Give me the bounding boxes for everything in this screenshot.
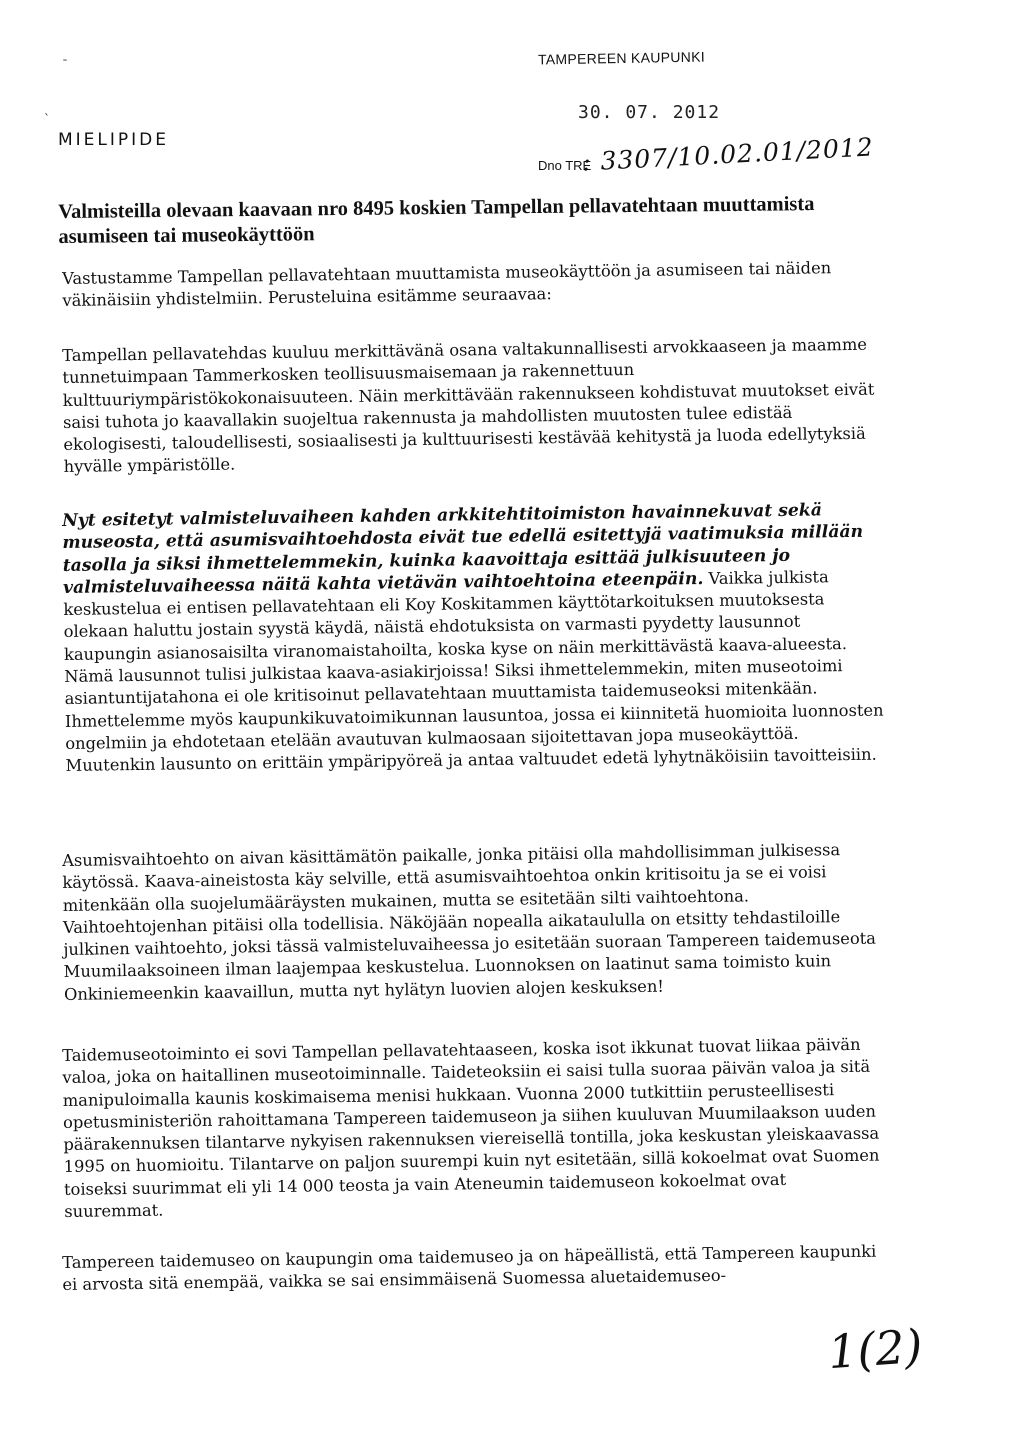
paragraph-3-rest: Vaikka julkista keskustelua ei entisen pellavatehtaan eli Koy Koskitammen käyttötarkoituksen muutoksesta olekaan haluttu jostain syystä käydä, näistä ehdotuksista on varmasti pyydetty lausunnot kaupungin asianosaisilta viranomaistahoilta, koska kyse on näin merkittävästä kaava-alueesta. Nämä lausunnot tulisi julkistaa kaava-asiakirjoissa! Siksi ihmettelemmekin, miten museotoimi asiantuntijatahona ei ole kritisoinut pellavatehtaan muuttamista taidemuseoksi mitenkään. Ihmettelemme myös kaupunkikuvatoimikunnan lausuntoa, jossa ei kiinnitetä huomioita luonnosten ongelmiin ja ehdotetaan etelään avautuvan kulmaosaan sijoitettavan jopa museokäyttöä. Muutenkin lausunto on erittäin ympäripyöreä ja antaa valtuudet edetä lyhytnäköisiin tavoitteisiin. xyxy=(63,567,884,776)
paragraph-4: Asumisvaihtoehto on aivan käsittämätön paikalle, jonka pitäisi olla mahdollisimman julkisessa käytössä. Kaava-aineistosta käy selville, että asumisvaihtoehtoa onkin kritisoitu ja se ei voisi mitenkään olla suojelumääräysten mukainen, mutta se esitetään silti vaihtoehtona. Vaihtoehtojenhan pitäisi olla todellisia. Näköjään nopealla aikataululla on etsitty tehdastiloille julkinen vaihtoehto, joksi tässä valmisteluvaiheessa jo esitetään suoraan Tampereen taidemuseota Muumilaaksoineen ilman laajempaa keskustelua. Luonnoksen on laatinut sama toimisto kuin Onkiniemeenkin kaavaillun, mutta nyt hylätyn luovien alojen keskuksen! xyxy=(62,840,877,1004)
scan-mark: ˉ xyxy=(62,58,68,72)
scan-mark: ` xyxy=(44,112,50,126)
dno-label: Dno TRE xyxy=(538,158,592,173)
paragraph-3 xyxy=(62,499,886,778)
paragraph-6: Tampereen taidemuseo on kaupungin oma taidemuseo ja on häpeällistä, että Tampereen kaupunki ei arvosta sitä enempää, vaikka se sai ensimmäisenä Suomessa aluetaidemuseo- xyxy=(62,1241,877,1295)
paragraph-2: Tampellan pellavatehdas kuuluu merkittävänä osana valtakunnallisesti arvokkaaseen ja maamme tunnetuimpaan Tammerkosken teollisuusmaisemaan ja rakennettuun kulttuuriympäristökokonaisuuteen. Näin merkittävään rakennukseen kohdistuvat muutokset eivät saisi tuhota jo kaavallakin suojeltua rakennusta ja mahdollisten muutosten tulee edistää ekologisesti, taloudellisesti, sosiaalisesti ja kulttuurisesti kestävää kehitystä ja luoda edellytyksiä hyvälle ympäristölle. xyxy=(62,334,875,477)
paragraph-3-emphasis: Nyt esitetyt valmisteluvaiheen kahden arkkitehtitoimiston havainnekuvat sekä museosta, että asumisvaihtoehdosta eivät tue edellä esitettyjä vaatimuksia millään tasolla ja siksi ihmettelemmekin, kuinka kaavoittaja esittää julkisuuteen jo valmisteluvaiheessa näitä kahta vietävän vaihtoehtoina eteenpäin. xyxy=(62,500,864,598)
document-label: MIELIPIDE xyxy=(58,130,170,150)
page-number: 1(2) xyxy=(826,1318,925,1380)
document-heading: Valmisteilla olevaan kaavaan nro 8495 koskien Tampellan pellavatehtaan muuttamista asumiseen tai museokäyttöön xyxy=(58,193,815,248)
paragraph-5: Taidemuseotoiminto ei sovi Tampellan pellavatehtaaseen, koska isot ikkunat tuovat liikaa päivän valoa, joka on haitallinen museotoiminnalle. Taideteoksiin ei saisi tulla suoraa päivän valoa ja sitä manipuloimalla kaunis koskimaisema menisi hukkaan. Vuonna 2000 tutkittiin perusteellisesti opetusministeriön rahoittamana Tampereen taidemuseon ja siihen kuuluvan Muumilaakson uuden päärakennuksen tilantarve nykyisen rakennuksen viereisellä tontilla, joka keskustan yleiskaavassa 1995 on huomioitu. Tilantarve on paljon suurempi kuin nyt esitetään, sillä kokoelmat ovat Suomen toiseksi suurimmat eli yli 14 000 teosta ja vain Ateneumin taidemuseon kokoelmat ovat suuremmat. xyxy=(62,1034,880,1222)
date-stamp: 30. 07. 2012 xyxy=(578,102,721,123)
paragraph-1: Vastustamme Tampellan pellavatehtaan muuttamista museokäyttöön ja asumiseen tai näiden väkinäisiin yhdistelmiin. Perusteluina esitämme seuraavaa: xyxy=(62,258,832,311)
handwritten-reference: : 3307/10.02.01/2012 xyxy=(581,132,875,177)
organization-stamp: TAMPEREEN KAUPUNKI xyxy=(537,48,706,68)
